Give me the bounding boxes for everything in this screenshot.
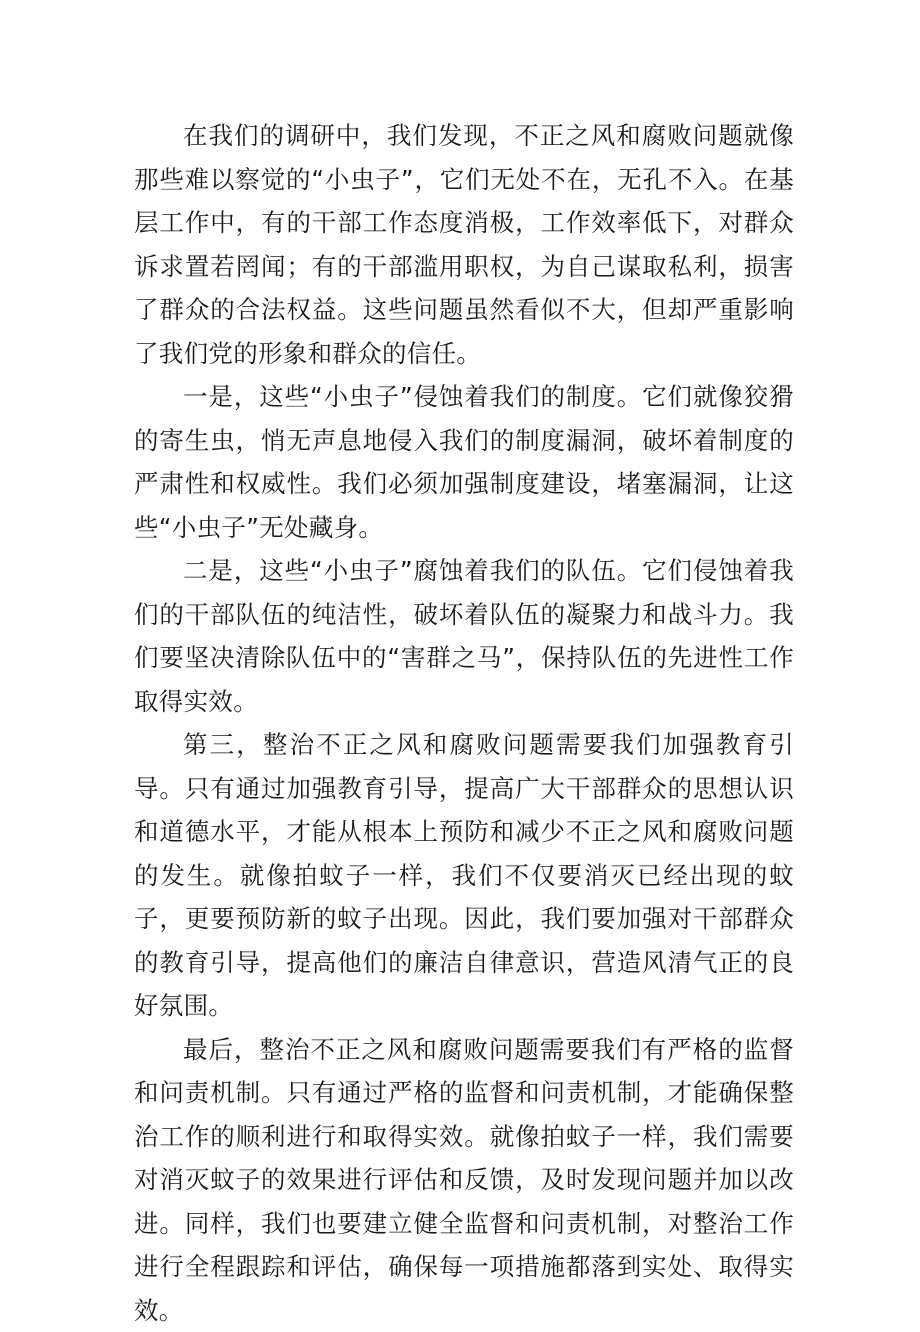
paragraph-point-two: 二是，这些“小虫子”腐蚀着我们的队伍。它们侵蚀着我们的干部队伍的纯洁性，破坏着队伍的凝聚力和战斗力。我们要坚决清除队伍中的“害群之马”，保持队伍的先进性工作取得实效。 [134,549,794,723]
paragraph-point-three: 第三，整治不正之风和腐败问题需要我们加强教育引导。只有通过加强教育引导，提高广大干部群众的思想认识和道德水平，才能从根本上预防和减少不正之风和腐败问题的发生。就像拍蚊子一样，我们不仅要消灭已经出现的蚊子，更要预防新的蚊子出现。因此，我们要加强对干部群众的教育引导，提高他们的廉洁自律意识，营造风清气正的良好氛围。 [134,723,794,1028]
paragraph-point-one: 一是，这些“小虫子”侵蚀着我们的制度。它们就像狡猾的寄生虫，悄无声息地侵入我们的制度漏洞，破坏着制度的严肃性和权威性。我们必须加强制度建设，堵塞漏洞，让这些“小虫子”无处藏身。 [134,375,794,549]
paragraph-final-point: 最后，整治不正之风和腐败问题需要我们有严格的监督和问责机制。只有通过严格的监督和问责机制，才能确保整治工作的顺利进行和取得实效。就像拍蚊子一样，我们需要对消灭蚊子的效果进行评估和反馈，及时发现问题并加以改进。同样，我们也要建立健全监督和问责机制，对整治工作进行全程跟踪和评估，确保每一项措施都落到实处、取得实效。 [134,1028,794,1332]
document-body [134,114,794,1332]
paragraph-research-findings: 在我们的调研中，我们发现，不正之风和腐败问题就像那些难以察觉的“小虫子”，它们无处不在，无孔不入。在基层工作中，有的干部工作态度消极，工作效率低下，对群众诉求置若罔闻；有的干部滥用职权，为自己谋取私利，损害了群众的合法权益。这些问题虽然看似不大，但却严重影响了我们党的形象和群众的信任。 [134,114,794,375]
